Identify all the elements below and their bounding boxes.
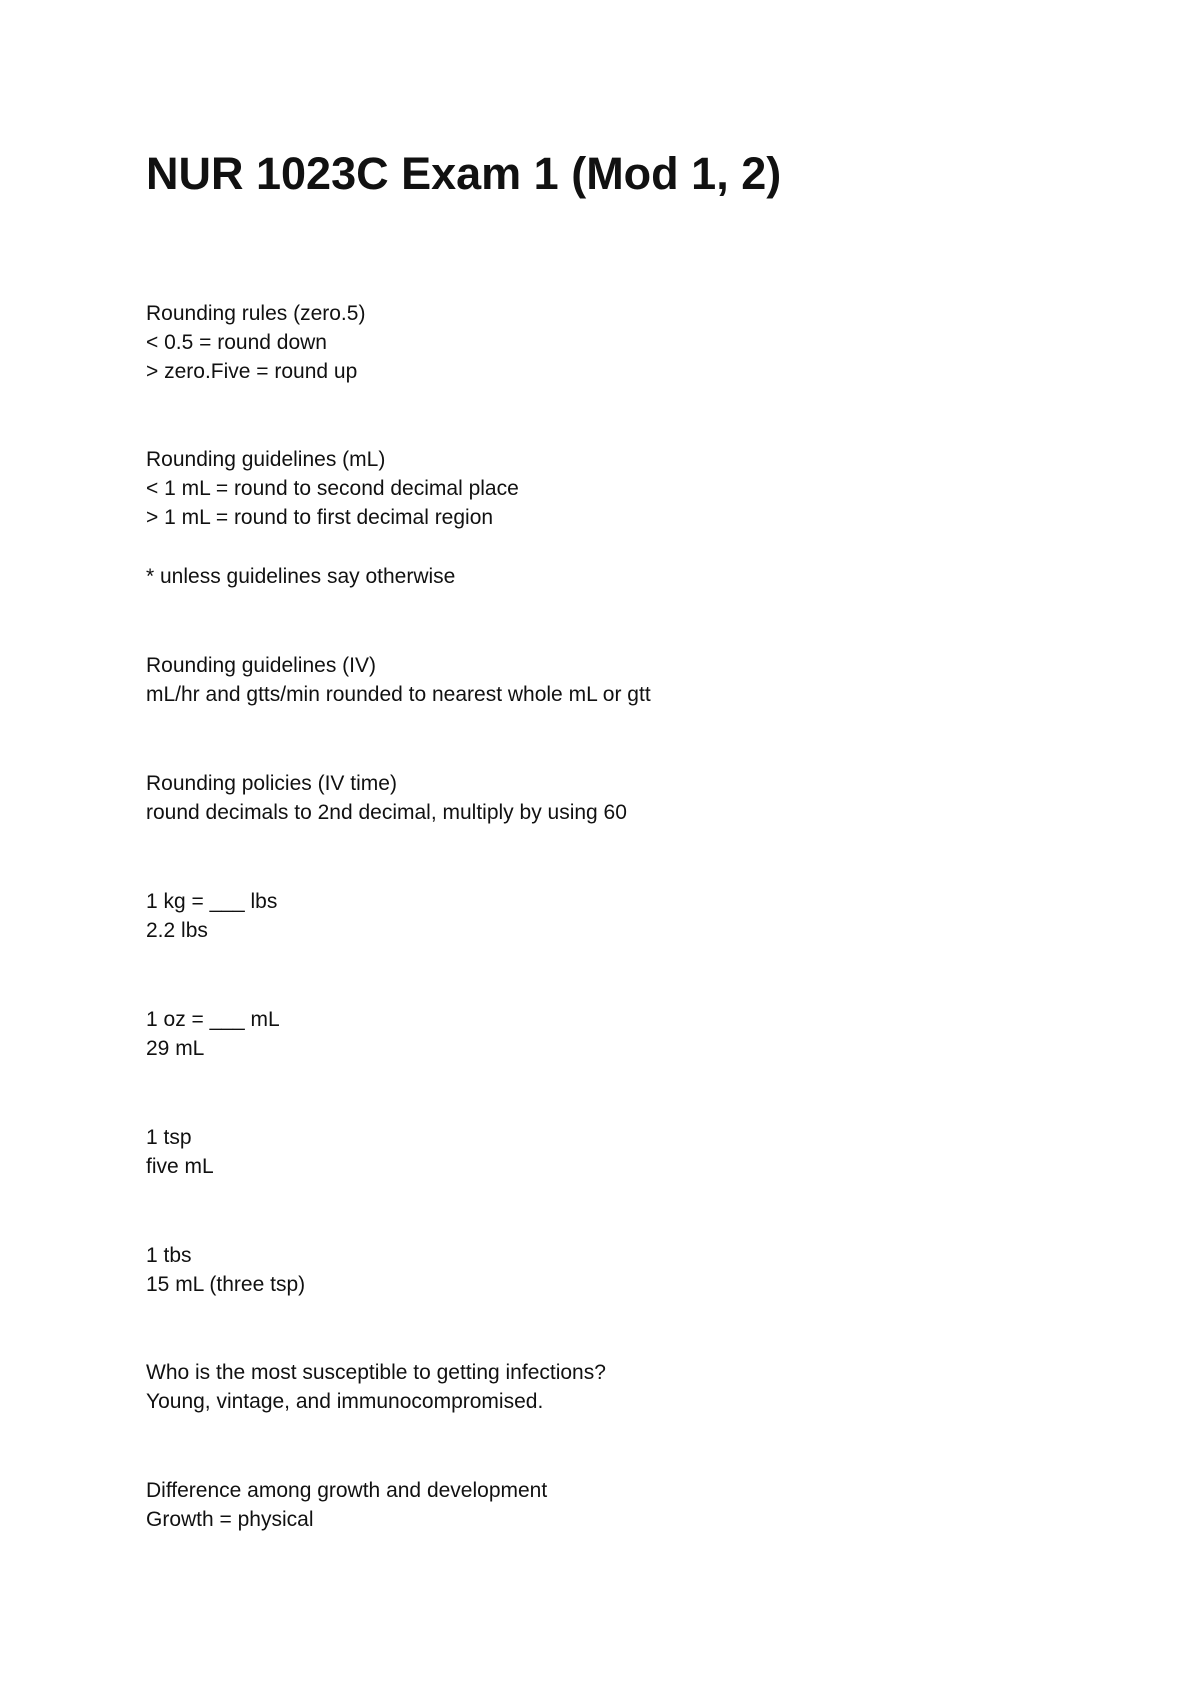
text-line: 15 mL (three tsp) (146, 1273, 306, 1296)
text-line: mL/hr and gtts/min rounded to nearest whole mL or gtt (146, 683, 651, 706)
text-line: Difference among growth and development (146, 1479, 548, 1502)
text-line: Rounding guidelines (IV) (146, 654, 376, 677)
text-line: Rounding rules (zero.5) (146, 302, 366, 325)
text-line: Who is the most susceptible to getting infections? (146, 1361, 606, 1384)
text-line: > 1 mL = round to first decimal region (146, 506, 494, 529)
text-line: 1 oz = ___ mL (146, 1008, 280, 1031)
text-line: Rounding guidelines (mL) (146, 448, 386, 471)
text-line: > zero.Five = round up (146, 360, 358, 383)
text-line: 1 tbs (146, 1244, 192, 1267)
text-line: 1 tsp (146, 1126, 192, 1149)
document-title: NUR 1023C Exam 1 (Mod 1, 2) (146, 148, 782, 199)
text-line: Young, vintage, and immunocompromised. (146, 1390, 544, 1413)
text-line: round decimals to 2nd decimal, multiply by using 60 (146, 801, 627, 824)
text-line: < 0.5 = round down (146, 331, 327, 354)
text-line: 29 mL (146, 1037, 205, 1060)
text-line: Growth = physical (146, 1508, 314, 1531)
text-line: 2.2 lbs (146, 919, 208, 942)
text-line: 1 kg = ___ lbs (146, 890, 278, 913)
text-line: Rounding policies (IV time) (146, 772, 397, 795)
text-line: * unless guidelines say otherwise (146, 565, 456, 588)
text-line: < 1 mL = round to second decimal place (146, 477, 519, 500)
text-line: five mL (146, 1155, 214, 1178)
